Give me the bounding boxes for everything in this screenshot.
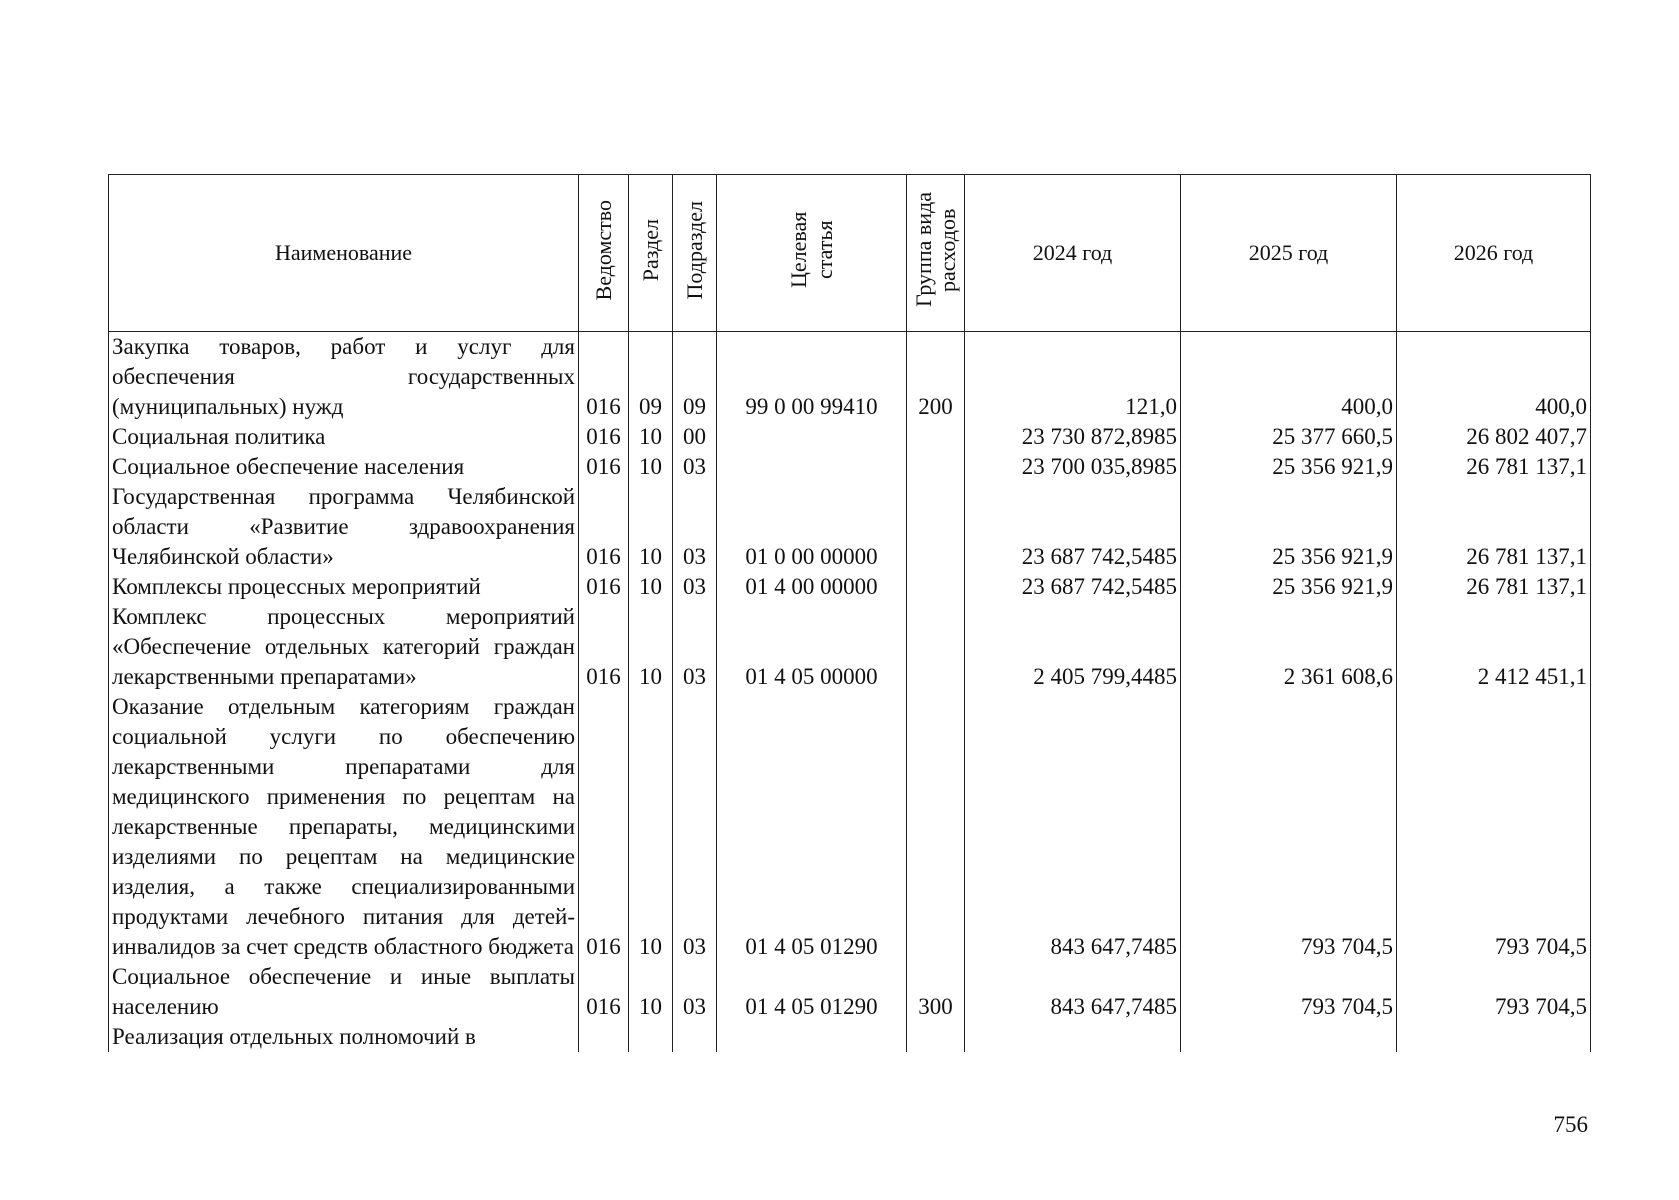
row-vedomstvo: 016: [579, 332, 629, 423]
row-celevaya-statya: 99 0 00 99410: [717, 332, 907, 423]
row-value-2026: 26 781 137,1: [1397, 482, 1591, 572]
table-row: [109, 422, 1591, 452]
header-2026: 2026 год: [1397, 175, 1591, 332]
table-row: [109, 692, 1591, 962]
row-razdel: 10: [629, 572, 673, 602]
header-gruppa-vida-rashodov: Группа вида расходов: [907, 175, 965, 332]
row-celevaya-statya: 01 4 05 01290: [717, 692, 907, 962]
row-vedomstvo: 016: [579, 602, 629, 692]
header-name: Наименование: [109, 175, 579, 332]
row-podrazdel: 00: [673, 422, 717, 452]
row-gruppa: [907, 452, 965, 482]
header-celevaya-statya: Целевая статья: [717, 175, 907, 332]
row-celevaya-statya: [717, 1022, 907, 1052]
row-value-2024: 121,0: [965, 332, 1181, 423]
row-razdel: 10: [629, 962, 673, 1022]
row-gruppa: [907, 602, 965, 692]
row-vedomstvo: 016: [579, 962, 629, 1022]
row-podrazdel: [673, 1022, 717, 1052]
row-razdel: 10: [629, 602, 673, 692]
row-celevaya-statya: 01 0 00 00000: [717, 482, 907, 572]
row-gruppa: [907, 572, 965, 602]
row-value-2026: 793 704,5: [1397, 692, 1591, 962]
row-vedomstvo: 016: [579, 422, 629, 452]
row-name: Комплекс процессных мероприятий «Обеспечение отдельных категорий граждан лекарственными препаратами»: [109, 602, 579, 692]
row-value-2024: 23 687 742,5485: [965, 482, 1181, 572]
row-razdel: 09: [629, 332, 673, 423]
row-value-2026: 26 802 407,7: [1397, 422, 1591, 452]
row-value-2025: 25 377 660,5: [1181, 422, 1397, 452]
table-row: [109, 962, 1591, 1022]
row-vedomstvo: 016: [579, 482, 629, 572]
row-value-2025: 793 704,5: [1181, 962, 1397, 1022]
row-value-2024: 843 647,7485: [965, 962, 1181, 1022]
row-razdel: 10: [629, 692, 673, 962]
table-header-row: [109, 175, 1591, 332]
budget-table-container: [108, 174, 1590, 1052]
budget-table: [108, 174, 1591, 1052]
page-number: 756: [1553, 1112, 1588, 1137]
row-value-2026: [1397, 1022, 1591, 1052]
row-gruppa: [907, 692, 965, 962]
row-name: Социальное обеспечение и иные выплаты населению: [109, 962, 579, 1022]
row-celevaya-statya: [717, 422, 907, 452]
row-value-2024: 23 730 872,8985: [965, 422, 1181, 452]
row-value-2025: 2 361 608,6: [1181, 602, 1397, 692]
row-value-2026: 2 412 451,1: [1397, 602, 1591, 692]
row-celevaya-statya: 01 4 05 00000: [717, 602, 907, 692]
row-celevaya-statya: [717, 452, 907, 482]
row-value-2024: 2 405 799,4485: [965, 602, 1181, 692]
row-name: Реализация отдельных полномочий в: [109, 1022, 579, 1052]
table-row: [109, 602, 1591, 692]
row-vedomstvo: 016: [579, 692, 629, 962]
row-gruppa: 300: [907, 962, 965, 1022]
row-value-2024: 23 687 742,5485: [965, 572, 1181, 602]
row-value-2025: 25 356 921,9: [1181, 482, 1397, 572]
row-podrazdel: 03: [673, 482, 717, 572]
row-value-2025: 25 356 921,9: [1181, 572, 1397, 602]
row-razdel: [629, 1022, 673, 1052]
row-vedomstvo: 016: [579, 572, 629, 602]
row-value-2024: 23 700 035,8985: [965, 452, 1181, 482]
row-name: Социальное обеспечение населения: [109, 452, 579, 482]
row-gruppa: 200: [907, 332, 965, 423]
row-value-2026: 793 704,5: [1397, 962, 1591, 1022]
row-gruppa: [907, 422, 965, 452]
header-2025: 2025 год: [1181, 175, 1397, 332]
row-value-2026: 26 781 137,1: [1397, 572, 1591, 602]
row-razdel: 10: [629, 482, 673, 572]
header-podrazdel: Подраздел: [673, 175, 717, 332]
table-row: [109, 452, 1591, 482]
table-row: [109, 572, 1591, 602]
row-name: Социальная политика: [109, 422, 579, 452]
row-podrazdel: 03: [673, 692, 717, 962]
row-razdel: 10: [629, 422, 673, 452]
header-2024: 2024 год: [965, 175, 1181, 332]
row-podrazdel: 09: [673, 332, 717, 423]
table-row: [109, 1022, 1591, 1052]
table-row: [109, 332, 1591, 423]
row-podrazdel: 03: [673, 962, 717, 1022]
row-value-2024: 843 647,7485: [965, 692, 1181, 962]
row-razdel: 10: [629, 452, 673, 482]
row-podrazdel: 03: [673, 602, 717, 692]
row-name: Государственная программа Челябинской области «Развитие здравоохранения Челябинской области»: [109, 482, 579, 572]
row-name: Оказание отдельным категориям граждан социальной услуги по обеспечению лекарственными препаратами для медицинского применения по рецептам на лекарственные препараты, медицинскими изделиями по рецептам на медицинские изделия, а также специализированными продуктами лечебного питания для детей-инвалидов за счет средств областного бюджета: [109, 692, 579, 962]
row-value-2025: 793 704,5: [1181, 692, 1397, 962]
row-name: Комплексы процессных мероприятий: [109, 572, 579, 602]
table-row: [109, 482, 1591, 572]
header-razdel: Раздел: [629, 175, 673, 332]
row-value-2026: 26 781 137,1: [1397, 452, 1591, 482]
header-vedomstvo: Ведомство: [579, 175, 629, 332]
row-value-2025: 25 356 921,9: [1181, 452, 1397, 482]
row-celevaya-statya: 01 4 05 01290: [717, 962, 907, 1022]
row-value-2026: 400,0: [1397, 332, 1591, 423]
row-vedomstvo: [579, 1022, 629, 1052]
row-podrazdel: 03: [673, 452, 717, 482]
row-value-2025: [1181, 1022, 1397, 1052]
row-gruppa: [907, 1022, 965, 1052]
row-vedomstvo: 016: [579, 452, 629, 482]
row-value-2025: 400,0: [1181, 332, 1397, 423]
row-gruppa: [907, 482, 965, 572]
row-celevaya-statya: 01 4 00 00000: [717, 572, 907, 602]
row-podrazdel: 03: [673, 572, 717, 602]
row-name: Закупка товаров, работ и услуг для обеспечения государственных (муниципальных) нужд: [109, 332, 579, 423]
row-value-2024: [965, 1022, 1181, 1052]
